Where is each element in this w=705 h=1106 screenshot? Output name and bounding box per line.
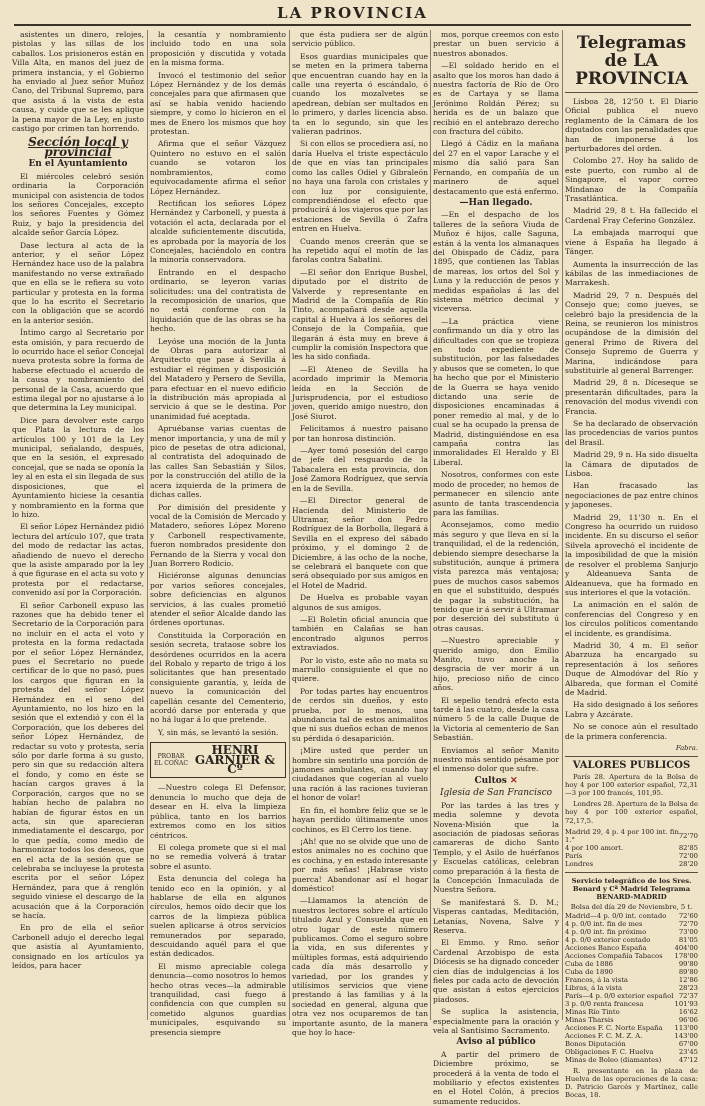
quote-label: Acciones Banco España: [565, 943, 647, 952]
quote-label: 4 p. 0/0 int. fin próximo: [565, 927, 647, 936]
page-header: [0, 0, 705, 30]
quote-value: 72'00: [678, 851, 698, 860]
quote-label: París: [565, 851, 583, 860]
paragraph: Llegó á Cádiz en la mañana del 27 en el vapor Larache y el mismo día salió para San Fernando, en compañía de un marinero de aquel destacamento que está enfermo.: [433, 139, 559, 196]
quote-label: Cuba de 1886: [565, 959, 613, 968]
telegram: Madrid 29, 9 n. Ha sido disuelta la Cámara de diputados de Lisboa.: [565, 450, 698, 479]
quote-value: 81'05: [678, 935, 698, 944]
quote-value: 72'60: [678, 911, 698, 920]
quote-value: 73'00: [678, 927, 698, 936]
service-heading: Servicio telegráfico de los Sres. Benard y Cª Madrid Telegrama BENARD-MADRID: [571, 876, 692, 902]
masthead: LA PROVINCIA: [277, 4, 428, 22]
paragraph: —Nuestro colega El Defensor, denuncia lo mucho que deja de desear en H. elva la limpieza pública, tanto en los barrios extremos como en los sitios céntricos.: [150, 783, 286, 840]
paragraph: Por lo visto, este año no mata su marrullo consiguiente el que no quiere.: [292, 655, 428, 684]
quote-label: 4 por 100 amort.: [565, 843, 624, 852]
madrid-quotes-table: [565, 828, 698, 868]
telegram: Lisboa 28, 12'50 t. El Diario Oficial publica el nuevo reglamento de la Cámara de los diputados con las penalidades que han de imponerse á los perturbadores del orden.: [565, 97, 698, 154]
header-rule: [14, 24, 691, 26]
paragraph: —En el despacho de los talleres de la señora Viuda de Muñoz é hijos, calle Saguna, están á la venta los almanaques del Obispado de Cádiz, para 1895, que contienen las Tablas de mareas, los ortos del Sol y Luna y la reducción de pesos y medidas españolas á las del sistema métrico decimal y viceversa.: [433, 210, 559, 314]
paragraph: El colega promete que si el mal no se remedia volverá á tratar sobre el asunto.: [150, 842, 286, 871]
subheading: Aviso al público: [456, 1037, 536, 1048]
paragraph: Aconsejamos, como medio más seguro y que lleva en sí la tranquilidad, el de la redención, debiendo siempre desecharse la substitución, aunque á primera vista parezca más ventajosa; pues de muchos casos sabemos en que el substituido, después de pagar la substitución, ha tenido que ir á servir á Ultramar por deserción del substituto ú otras causas.: [433, 520, 559, 633]
quote-value: 72'70: [678, 919, 698, 928]
telegram: No se conoce aún el resultado de la primera conferencia.: [565, 722, 698, 741]
column-4: [433, 30, 559, 1106]
quote-label: Madrid 29, 4 p. 4 por 100 int. fin 1.°: [565, 827, 679, 844]
paragraph: —El soldado herido en el asalto que los moros han dado á nuestra factoría de Río de Oro es de Cartaya y se llama Jerónimo Roldán Pérez; su herida es de un balazo que recibió en el antebrazo derecho con fractura del cúbito.: [433, 61, 559, 137]
quote-label: Obligaciones F. C. Huelva: [565, 1047, 654, 1056]
quote-value: 23'45: [678, 1047, 698, 1056]
quote-row: [565, 852, 698, 860]
quote-row: [565, 1016, 698, 1024]
quote-row: [565, 1000, 698, 1008]
paragraph: que ésta pudiera ser de algún servicio público.: [292, 30, 428, 49]
telegram: Madrid 29, 11'30 n. En el Congreso ha ocurrido un ruidoso incidente. En su discurso el señor Silvela aprovechó el incidente de la imposibilidad de que la misión de resolver el problema Sanjurjo y Aldeanueva Santa de Aldeanueva, que ha formado en sus interiores el que la votación.: [565, 512, 698, 597]
quote-label: Cuba de 1890: [565, 967, 613, 976]
stamp-mark-icon: ✕: [509, 775, 518, 786]
quote-label: Madrid—4 p. 0/0 int. contado: [565, 911, 667, 920]
quote-value: 143'00: [674, 1031, 698, 1040]
paragraph: —Ayer tomó posesión del cargo de jefe del resguardo de la Tabacalera en esta provincia, don José Zamora Rodríguez, que servía en la de Sevilla.: [292, 446, 428, 493]
subheading-cultos: [433, 777, 559, 786]
quote-row: [565, 1056, 698, 1064]
paragraph: Leyóse una moción de la Junta de Obras para autorizar al Arquitecto que pase á Sevilla á estudiar el régimen y disposición del Matadero y Persero de Sevilla, para efectuar en el nuevo edificio la distribución más apropiada al servicio á que se le destina. Por unanimidad fué aceptada.: [150, 336, 286, 421]
paragraph: Rectifican los señores López Hernández y Carbonell, y puesta á votación el acta, declarada por el alcalde suficientemente discutida, es aprobada por la mayoría de los Concejales, haciéndolo en contra la minoría conservadora.: [150, 198, 286, 265]
column-divider: [430, 30, 431, 1020]
divider: [565, 92, 698, 93]
quote-value: 101'93: [674, 999, 698, 1008]
telegram: Se ha declarado de observación las procedencias de varios puntos del Brasil.: [565, 419, 698, 447]
quote-row: [565, 944, 698, 952]
paragraph: El señor López Hernández pidió lectura del artículo 107, que trata del modo de redactar las actas, añadiendo de nuevo el derecho que la asiste amparado por la ley á que figurase en el acta su voto y protesta por el redactarse, convenido así por la Corporación.: [12, 522, 144, 598]
paragraph: Londres 28. Apertura de la Bolsa de hoy 4 por 100 exterior español, 72,17,5.: [565, 800, 698, 825]
paragraph: —El señor don Enrique Bushel, diputado por el distrito de Valverde y representante en Madrid de la Compañía de Río Tinto, acompañará desde aquella capital á Huelva á los señores del Consejo de la Compañía, que llegarán á ésta muy en breve á cumplir la comisión Inspectora que les ha sido confiada.: [292, 267, 428, 362]
quote-value: 72'70: [678, 831, 698, 840]
paragraph: Constituida la Corporación en sesión secreta, trataose sobre los desórdenes ocurridos en la acera del Robalo y reparto de trigo á los solicitantes que han presentado consiguiente garantía, y, leída de nuevo la comunicación del capellán cesante del Cementerio, acordó darse por enterada y que no há lugar á lo que pretende.: [150, 630, 286, 725]
quote-value: 96'06: [678, 1015, 698, 1024]
column-3: [292, 30, 428, 1038]
column-divider: [289, 30, 290, 1020]
bolsa-quotes-table: [565, 912, 698, 1064]
subheading: —Han llegado.: [459, 197, 533, 208]
paragraph: —Llamamos la atención de nuestros lectores sobre el artículo titulado Azul y Consuelda que en otro lugar de este número publicamos. Como el seguro sobre la vida, en sus diferentes y múltiples formas, está adquiriendo cada día más desarrollo y variedad, por los grandes y utilísimos servicios que viene prestando á las familias y á la sociedad en general, alguna que otra vez nos ocuparemos de tan importante asunto, de la manera que hoy lo hace-: [292, 896, 428, 1038]
quote-value: 47'12: [678, 1055, 698, 1064]
telegram: Aumenta la insurrección de las kábilas de las inmediaciones de Marrakesh.: [565, 259, 698, 288]
telegram: Madrid 29, 8 t. Ha fallecido el Cardenal Fray Ceferino González.: [565, 206, 698, 225]
quote-label: 4 p. 0/0 exterior contado: [565, 935, 651, 944]
column-5: [565, 30, 698, 1100]
quote-row: [565, 968, 698, 976]
quote-row: [565, 984, 698, 992]
ad-brand: HENRI GARNIER & Cº: [194, 743, 276, 777]
paragraph: En fin, el hombre feliz que se le hayan perdido últimamente unos cochinos, es El Cerro los tiene.: [292, 805, 428, 834]
subheading: En el Ayuntamiento: [28, 159, 128, 170]
quote-value: 28'20: [678, 859, 698, 868]
paragraph: Afirma que el señor Vázquez Quintero no estuvo en el salón cuando se votaron los nombramientos, como equivocadamente afirma el señor López Hernández.: [150, 139, 286, 196]
telegram: Madrid 29, 8 n. Díceseque se presentarán dificultades, para la renovación del modus vivendi con Francia.: [565, 378, 698, 416]
column-divider: [562, 30, 563, 1020]
paragraph: —El Ateneo de Sevilla ha acordado imprimir la Memoria leída en la Sección de Jurisprudencia, por el estudioso joven, querido amigo nuestro, don José Siurot.: [292, 364, 428, 421]
quote-row: [565, 976, 698, 984]
quote-label: Bonos Diputación: [565, 1039, 626, 1048]
subheading-text: Cultos: [474, 775, 507, 786]
quote-label: Minas Tharsis: [565, 1015, 614, 1024]
quote-row: [565, 828, 698, 844]
church-title: Iglesia de San Francisco: [439, 788, 553, 799]
quote-label: Acciones Compañía Tabacos: [565, 951, 663, 960]
quote-row: [565, 844, 698, 852]
quote-row: [565, 912, 698, 920]
quote-value: 404'00: [674, 943, 698, 952]
paragraph: Felicitamos á nuestro paisano por tan honrosa distinción.: [292, 424, 428, 443]
divider: [565, 756, 698, 757]
quote-label: Acciones F. C. M. Z. A.: [565, 1031, 643, 1040]
paragraph: Se suplica la asistencia, especialmente para la oración y vela al Santísimo Sacramento.: [433, 1007, 559, 1036]
telegram: Colombo 27. Hoy ha salido de este puerto, con rumbo al de Singapore, el vapor correo Mindanao de la Compañía Trasatlántica.: [565, 156, 698, 204]
advertisement: [150, 742, 286, 778]
quote-row: [565, 920, 698, 928]
telegram: La embajada marroquí que viene á España ha llegado á Tánger.: [565, 228, 698, 257]
quote-value: 99'80: [678, 959, 698, 968]
quote-value: 12'86: [678, 975, 698, 984]
column-1: [12, 30, 144, 1020]
quote-value: 67'00: [678, 1039, 698, 1048]
quote-value: 16'62: [678, 1007, 698, 1016]
paragraph: —La práctica viene confirmando un día y otro las dificultades con que se tropieza en todo expediente de substitución, por las falsedades y abusos que se cometen, lo que ha hecho que por el Ministerio de la Guerra se haya venido dictando una serie de disposiciones encaminadas á poner remedio al mal, y de lo cual se ha ocupado la prensa de Madrid, distinguiéndose en esa campaña contra las inmoralidades El Heraldo y El Liberal.: [433, 316, 559, 467]
paragraph: Si con ellos se procediera así, no daría Huelva el triste espectáculo de que en vías tan principales como las calles Odiel y Gibraleón no haya una farola con cristales y con luz por consiguiente, comprendiéndose el efecto que producirá á los viajeros que por las estaciones de Sevilla ó Zafra entren en Huelva.: [292, 139, 428, 234]
paragraph: El mismo apreciable colega denuncia—como nosotros lo hemos hecho otras veces—la admirable tranquilidad, casi fuego á confidencia con que cumplen su cometido algunos guardias municipales, esquivando su presencia siempre: [150, 961, 286, 1037]
divider: [565, 872, 698, 873]
paragraph: A partir del primero de Diciembre próximo, se procederá á la venta de todo el mobiliario y efectos existentes en el Hotel Colón, á precios sumamente reducidos.: [433, 1049, 559, 1106]
paragraph: El Emmo. y Rmo. señor Cardenal Arzobispo de esta Diócesis se ha dignado conceder cien días de indulgencias á los fieles por cada acto de devoción que asistan á estos ejercicios piadosos.: [433, 938, 559, 1004]
quote-value: 82'85: [678, 843, 698, 852]
valores-heading: VALORES PUBLICOS: [572, 760, 691, 772]
quote-label: 4 p. 0/0 int. fin de mes: [565, 919, 643, 928]
paragraph: Dase lectura al acta de la anterior, y el señor López Hernández hace uso de la palabra manifestando no verse extrañado que en ella se le refiera su voto particular y protesta en la forma que lo ha escrito el Secretario con la obligación que se acordó en la anterior sesión.: [12, 240, 144, 325]
paragraph: Por todas partes hay encuentros de cerdos sin dueños, y esto prueba, por lo menos, una abundancia tal de estos animalitos que ni sus dueños echan de menos su pérdida ó desaparición.: [292, 686, 428, 743]
bolsa-intro: Bolsa del día 29 de Noviembre, 5 t.: [570, 903, 693, 912]
quote-label: Minas de Boleo (diamantes): [565, 1055, 662, 1064]
paragraph: Por las tardes á las tres y media solemne y devota Novena-Misión que la asociación de piadosas señoras camareras de dicho Santo Templo, y el Asilo de huérfanos y Escuelas católicas, celebran como preparación á la fiesta de la Concepción Inmaculada de Nuestra Señora.: [433, 800, 559, 895]
quote-row: [565, 1032, 698, 1040]
quote-row: [565, 1040, 698, 1048]
paragraph: París 28. Apertura de la Bolsa de hoy 4 por 100 exterior español, 72,31—3 por 100 francés, 101,95.: [565, 772, 698, 798]
paragraph: Y, sin más, se levantó la sesión.: [158, 727, 279, 737]
quote-label: Minas Río Tinto: [565, 1007, 620, 1016]
quote-row: [565, 952, 698, 960]
ad-tagline: PROBAR EL COÑAC: [154, 753, 188, 768]
signature: Fabra.: [675, 744, 698, 752]
quote-label: Libras, á la vista: [565, 983, 623, 992]
paragraph: Se manifestará S. D. M.; Visperas cantadas, Meditación, Letanías, Novena, Salve y Reserva.: [433, 897, 559, 935]
paragraph: asistentes un dinero, relojes, pistolas y las sillas de los caballos. Los prisioneros están en Villa Alta, en manos del juez de primera instancia, y el Gobierno ha enviado al Juez señor Muñoz Cano, del Tribunal Supremo, para que asista á la vista de esta causa, y cuide que se les aplique la pena mayor de la Ley, en justo castigo por crimen tan horrendo.: [12, 30, 144, 134]
paragraph: De Huelva es probable vayan algunos de sus amigos.: [292, 593, 428, 612]
paragraph: El sepelio tendrá efecto esta tarde á las cuatro, desde la casa número 5 de la calle Duque de la Victoria al cementerio de San Sebastián.: [433, 695, 559, 743]
quote-row: [565, 960, 698, 968]
section-title: Sección local y provincial: [28, 135, 128, 159]
paragraph: Dice para devolver este cargo que Plata la lectura de los artículos 100 y 101 de la Ley municipal, señalando, después, que en la sesión, el expresado concejal, que se nada se oponía la ley al en esta el sin llegada de sus disposiciones, que el Ayuntamiento hiciese la cesantía y nombramiento en la forma que lo hizo.: [12, 415, 144, 519]
quote-row: [565, 1048, 698, 1056]
quote-row: [565, 936, 698, 944]
quote-label: Francos, á la vista: [565, 975, 628, 984]
paragraph: Enviamos al señor Manito nuestro más sentido pésame por el inmenso dolor que sufre.: [433, 745, 559, 774]
telegram: La animación en el salón de conferencias del Congreso y en los círculos políticos comentando el incidente, es grandísima.: [565, 600, 698, 638]
paragraph: Cuando menos creerán que se ha repetido aquí el motín de las farolas contra Sabatini.: [292, 236, 428, 265]
quote-label: Acciones F. C. Norte España: [565, 1023, 663, 1032]
telegram: Ha sido designado á los señores Labra y Azcárate.: [565, 700, 698, 719]
quote-row: [565, 992, 698, 1000]
paragraph: Esos guardias municipales que se meten en la primera taberna que encuentran cuando hay en la calle una reyerta ó escándalo, ó cuando los mozalvetes se apedrean, debían ser multados en lo primero, y darles licencia abso. ta en lo segundo, sin que les valieran padrinos.: [292, 51, 428, 137]
quote-value: 89'80: [678, 967, 698, 976]
quote-value: 178'00: [674, 951, 698, 960]
telegram: Han fracasado las negociaciones de paz entre chinos y japoneses.: [565, 481, 698, 510]
quote-label: Londres: [565, 859, 594, 868]
quote-value: 28'23: [678, 983, 698, 992]
quote-value: 72'37: [678, 991, 698, 1000]
paragraph: mos, porque creemos con esto prestar un buen servicio á nuestros abonados.: [433, 30, 559, 58]
telegram: Madrid 30, 4 m. El señor Abarzuza ha encargado su representación á los señores Duque de Almodóvar del Río y Albareda, que forman el Comité de Madrid.: [565, 640, 698, 697]
paragraph: —Nuestro apreciable y querido amigo, don Emilio Manito, tuvo anoche la desgracia de ver morir á un hijo, precioso niño de cinco años.: [433, 636, 559, 693]
paragraph: Apruébanse varias cuentas de menor importancia, y una de mil y pico de pesetas de otra adicional, al contratista del adoquinado de las calles San Sebastián y Silos, por la construcción del atillo de la acera izquierda de la primera de dichas calles.: [150, 424, 286, 500]
quote-value: 113'00: [674, 1023, 698, 1032]
paragraph: ¡Ah! que no se olvide que uno de estos animales no es cochino que es cochina, y en estado interesante por más señas! ¡Habrase visto puerca! Abandonar así el hogar doméstico!: [292, 836, 428, 893]
footer-note: R. presentante en la plaza de Huelva de las operaciones de la casa: D. Patricio Garcés y Martínez, calle Bocas, 18.: [565, 1066, 698, 1100]
paragraph: El miércoles celebró sesión ordinaria la Corporación municipal con asistencia de todos los señores Concejales, excepto los señores Fuentes y Gómez Ruiz, y bajo la presidencia del alcalde señor García López.: [12, 171, 144, 238]
paragraph: la cesantía y nombramiento incluido todo en una sola proposición y discutida y votada en la misma forma.: [150, 30, 286, 68]
quote-label: París—4 p. 0/0 exterior español: [565, 991, 674, 1000]
paragraph: Esta denuncia del colega ha tenido eco en la opinión, y al hablarse de ella en algunos círculos, hemos oído decir que los carros de la limpieza pública suelen aplicarse á otros servicios remunerados por separado, descuidando aquél para el que están dedicados.: [150, 874, 286, 959]
paragraph: ¡Mire usted que perder un hombre sin sentirlo una porción de jamones ambulantes, cuando hay ciudadanos que cogerían al vuelo una ración á las raciones tuvieran el honor de volar!: [292, 746, 428, 803]
paragraph: El señor Carbonell expuso las razones que ha debido tener el Secretario de la Corporación para no incluir en el acta el voto y protesta en la forma redactada por el señor López Hernández, pues el Secretario no puede certificar de lo que no pasó, pues los cargos que figuran en la protesta del señor López Hernández en el seno del Ayuntamiento, no los hizo en la sesión que el extendió y con él la Corporación, que los deberes del señor López Hernández, de redactar su voto y protesta, sería sólo por darle forma á su gusto, pero sin que su redacción altera el fondo, y como en éste se hacían cargos graves á la Corporación, cargos que no se habían hecho de palabra no habían de figurar éstos en un acta, sin que aparecieran inmediatamente el descargo, por lo que pedía, como medio de harmonizar todos los deseos, que en el acta de la sesión que se celebraba se incluyese la protesta escrita por el señor López Hernández, para que á renglón seguido viniese el descargo de la acusación que á la Corporación se hacía.: [12, 600, 144, 920]
paragraph: Entrando en el despacho ordinario, se leyeron varias solicitudes: una del contratista de la recomposición de unarios, que no está conforme con la liquidación que de las obras se ha hecho.: [150, 267, 286, 334]
telegrams-heading: Telegramas de LA PROVINCIA: [575, 33, 688, 89]
paragraph: Íntimo cargo al Secretario por esta omisión, y para recuerdo de lo ocurrido hace el señor Concejal nueva protesta sobre la forma de haberse efectuado el acuerdo de la causa y nombramiento del personal de la Casa, acuerdo que estima ilegal por no ajustarse á lo que determina la Ley municipal.: [12, 328, 144, 413]
paragraph: —El Director general de Hacienda del Ministerio de Ultramar, señor don Pedro Rodríguez de la Borbolla, llegará á Sevilla en el expreso del sábado próximo, y el domingo 2 de Diciembre, á las ocho de la noche, se celebrará el banquete con que será obsequiado por sus amigos en el Hotel de Madrid.: [292, 496, 428, 590]
quote-row: [565, 860, 698, 868]
telegram: Madrid 29, 7 n. Después del Consejo que; como jueves, se celebró bajo la presidencia de la Reina, se reunieron los ministros ocupándose de la dimisión del general Primo de Rivera del Consejo Supremo de Guerra y Marina, indicándose para substituirle al general Barrenger.: [565, 290, 698, 375]
paragraph: Nosotros, conformes con este modo de proceder, no hemos de permanecer en silencio ante asunto de tanta trascendencia para las familias.: [433, 470, 559, 517]
paragraph: Invocó el testimonio del señor López Hernández y de los demás concejales para que afirmasen que así se había venido haciendo siempre, y como lo hicieron en el mes de Enero los mismos que hoy protestan.: [150, 70, 286, 137]
paragraph: Hiciéronse algunas denuncias por varios señores concejales, sobre deficiencias en algunos servicios, á las cuales prometió atender el señor Alcalde dando las órdenes oportunas.: [150, 571, 286, 628]
quote-row: [565, 928, 698, 936]
paragraph: Por dimisión del presidente y vocal de la Comisión de Mercado y Matadero, señores López Moreno y Carbonell respectivamente, fueron nombrados presidente don Fernando de la Sierra y vocal don Juan Borrero Rodicio.: [150, 502, 286, 568]
paragraph: —El Boletín oficial anuncia que también en Calañas se han encontrado algunos perros extraviados.: [292, 614, 428, 653]
quote-row: [565, 1008, 698, 1016]
quote-row: [565, 1024, 698, 1032]
column-divider: [147, 30, 148, 1020]
paragraph: En pro de ella el señor Carbonell adujo el derecho legal que asistía al Ayuntamiento, consignado en los artículos ya leídos, para hacer: [12, 923, 144, 970]
column-2: [150, 30, 286, 1037]
quote-label: 3 p. 0/0 renta francesa: [565, 999, 644, 1008]
